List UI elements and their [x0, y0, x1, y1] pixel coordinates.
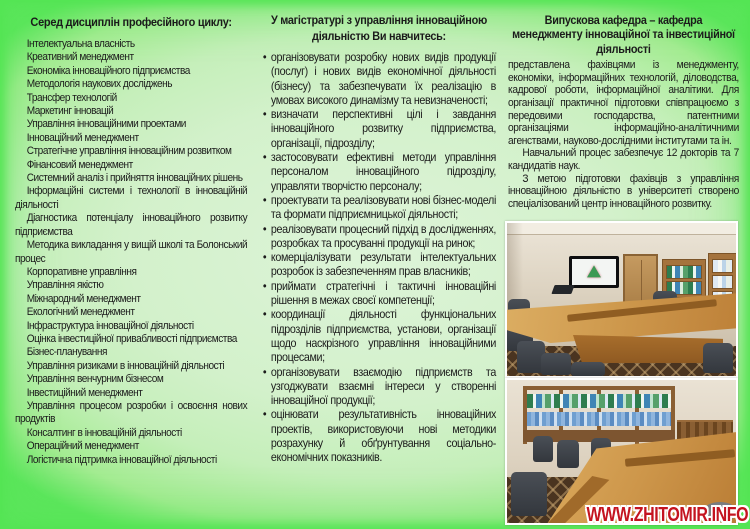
tv-screen [572, 259, 616, 285]
discipline-item: Інвестиційний менеджмент [26, 386, 143, 399]
discipline-item: Стратегічне управління інноваційним розвитком [26, 145, 232, 158]
skills-title: У магістратурі з управління інноваційною діяльністю Ви навчитесь: [270, 13, 487, 43]
department-paragraph: З метою підготовки фахівців з управління інноваційною діяльністю в університеті створено спеціалізований центр інноваційного розвитку. [508, 172, 739, 210]
discipline-item: Діагностика потенціалу інноваційного розвитку підприємства [15, 212, 248, 238]
table-front [573, 335, 723, 363]
skill-item: • визначати перспективні цілі і завдання інноваційного розвитку підприємства, організації, підрозділу; [262, 107, 496, 150]
brochure-row [666, 265, 702, 279]
university-logo-icon [587, 265, 601, 277]
discipline-item: Управління венчурним бізнесом [26, 373, 164, 386]
discipline-item: Методика викладання у вищій школі та Болонський процес [15, 239, 248, 265]
brochure-row [527, 394, 671, 408]
discipline-item: Управління інноваційними проектами [26, 118, 186, 131]
skill-item: • організовувати взаємодію підприємств та узгоджувати взаємні інтереси у створенні інноваційної продукції; [262, 365, 496, 408]
brochure-row [712, 259, 733, 273]
office-chair [511, 472, 547, 516]
discipline-item: Управління процесом розробки і освоєння нових продуктів [15, 399, 248, 426]
brochure-row [527, 412, 671, 426]
department-title: Випускова кафедра – кафедра менеджменту інноваційної та інвестиційної діяльності [512, 13, 735, 56]
office-chair [571, 362, 605, 376]
discipline-item: Корпоративне управління [26, 265, 137, 278]
department-paragraph: представлена фахівцями із менеджменту, економіки, інформаційних технологій, діловодства, кадрової роботи, інформаційної аналітики. Для організації практичної підготовки співпрацюємо з передовими господарства, патентними організаціями інформаційно-аналітичними агенствами, науково-дослідними інститутами та ін. [508, 59, 739, 147]
discipline-item: Креативний менеджмент [26, 51, 134, 64]
discipline-item: Системний аналіз і прийняття інноваційних рішень [26, 172, 243, 185]
discipline-item: Економіка інноваційного підприємства [26, 64, 190, 77]
department-paragraph: Навчальний процес забезпечує 12 докторів та 7 кандидатів наук. [508, 147, 739, 172]
disciplines-title: Серед дисциплін професійного циклу: [30, 15, 232, 29]
discipline-item: Оцінка інвестиційної привабливості підприємства [26, 332, 237, 345]
door-panel-line [641, 260, 642, 304]
brochure-row [712, 275, 733, 289]
skill-item: • реалізовувати процесний підхід в дослідженнях, розробках та просуванні продукції на ринок; [262, 222, 496, 251]
discipline-item: Операційний менеджмент [26, 440, 139, 453]
discipline-item: Управління якістю [26, 279, 104, 292]
skill-item: • застосовувати ефективні методи управління персоналом інноваційного підрозділу, управляти творчістю персоналу; [262, 150, 496, 193]
disciplines-list [15, 38, 247, 467]
discipline-item: Інфраструктура інноваційної діяльності [26, 319, 194, 332]
office-chair [703, 343, 733, 373]
skills-list [262, 50, 496, 465]
column-skills [262, 13, 524, 465]
discipline-item: Методологія наукових досліджень [26, 78, 173, 91]
discipline-item: Бізнес-планування [26, 346, 107, 359]
laptop [551, 285, 574, 294]
discipline-item: Управління ризиками в інноваційній діяльності [26, 359, 225, 372]
skill-item: • приймати стратегічні і тактичні інноваційні рішення в межах своєї компетенції; [262, 279, 496, 308]
column-department [508, 13, 750, 210]
office-chair [557, 440, 579, 468]
discipline-item: Екологічний менеджмент [26, 306, 135, 319]
skill-item: • проектувати та реалізовувати нові бізнес-моделі та формати підприємницької діяльності; [262, 193, 496, 222]
discipline-item: Фінансовий менеджмент [26, 158, 133, 171]
discipline-item: Інноваційний менеджмент [26, 131, 139, 144]
discipline-item: Міжнародний менеджмент [26, 292, 141, 305]
discipline-item: Логістична підтримка інноваційної діяльності [26, 453, 217, 466]
discipline-item: Консалтинг в інноваційній діяльності [26, 426, 182, 439]
library-room-scene [507, 380, 736, 523]
conference-room-photo [505, 221, 738, 378]
conference-room-scene [507, 223, 736, 376]
discipline-item: Маркетинг інновацій [26, 105, 114, 118]
site-watermark: WWW.ZHITOMIR.INFO [586, 504, 748, 526]
library-room-photo [505, 378, 738, 525]
skill-item: • комерціалізувати результати інтелектуальних розробок із забезпеченням прав власників; [262, 250, 496, 279]
skill-item: • організовувати розробку нових видів продукції (послуг) і нових видів економічної діяльності (бізнесу) та забезпечувати їх реалізацію в умовах високого динамізму та невизначеності; [262, 50, 496, 107]
room-ceiling [507, 223, 736, 235]
office-chair [533, 436, 553, 462]
discipline-item: Інформаційні системи і технології в інноваційній діяльності [15, 185, 248, 211]
skill-item: • координації діяльності функціональних підрозділів підприємства, установи, організації щодо наскрізного управління інноваційними процесами; [262, 307, 496, 364]
wall-tv [569, 256, 619, 288]
column-disciplines [15, 15, 273, 467]
office-chair [541, 353, 571, 375]
discipline-item: Трансфер технологій [26, 91, 117, 104]
skill-item: • оцінювати результативність інноваційних проектів, використовуючи нові методики розрахунку й обґрунтування соціально-економічних показників. [262, 407, 496, 464]
discipline-item: Інтелектуальна власність [26, 38, 135, 50]
